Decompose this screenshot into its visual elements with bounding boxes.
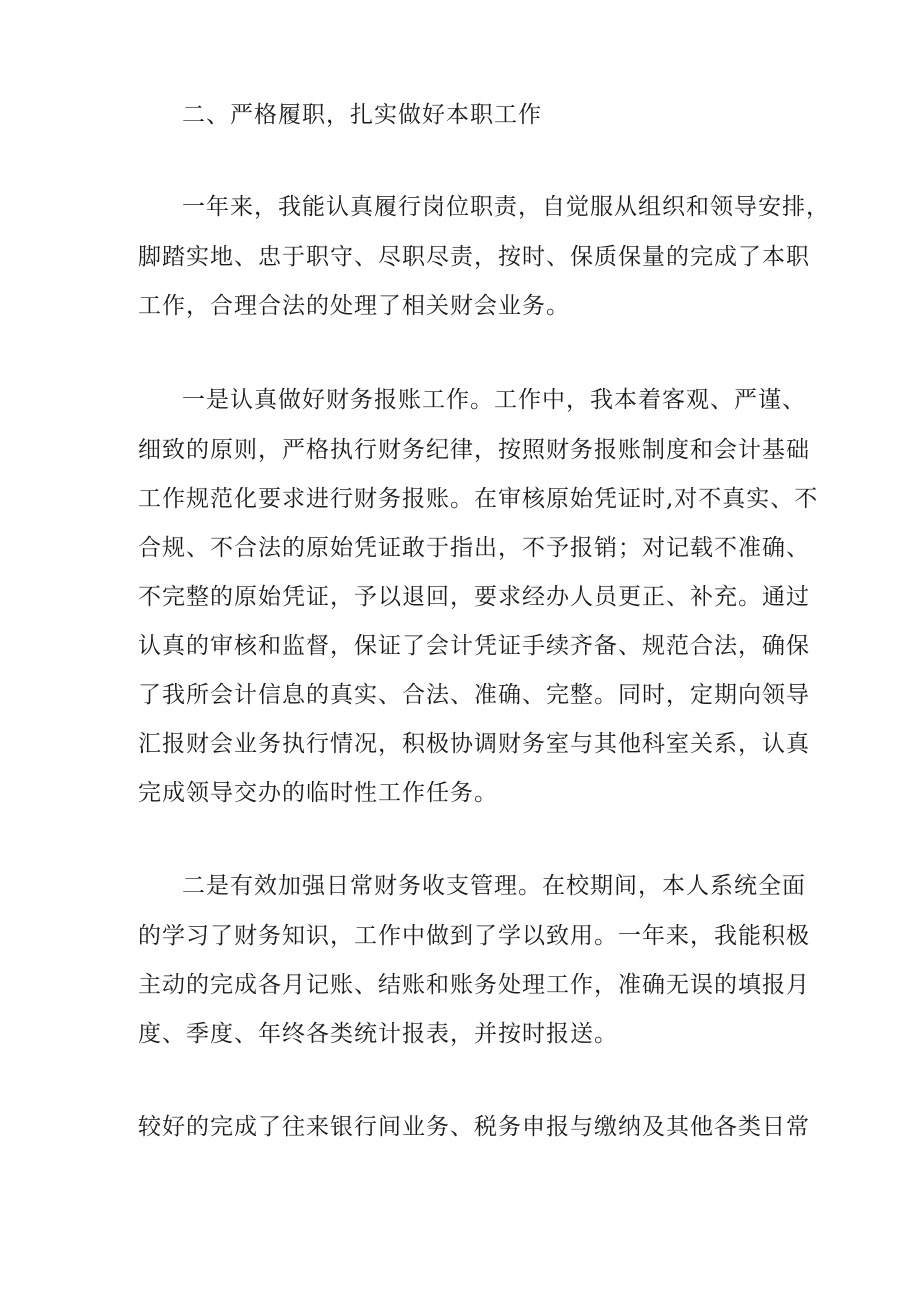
- paragraph-line: 一是认真做好财务报账工作。工作中，我本着客观、严谨、: [182, 387, 806, 413]
- paragraph-line: 较好的完成了往来银行间业务、税务申报与缴纳及其他各类日常: [138, 1114, 810, 1140]
- paragraph-line: 完成领导交办的临时性工作任务。: [138, 780, 498, 806]
- paragraph-line: 脚踏实地、忠于职守、尽职尽责，按时、保质保量的完成了本职: [138, 244, 810, 270]
- paragraph-line: 认真的审核和监督，保证了会计凭证手续齐备、规范合法，确保: [138, 633, 810, 659]
- paragraph-line: 的学习了财务知识，工作中做到了学以致用。一年来，我能积极: [138, 923, 810, 949]
- paragraph-line: 二是有效加强日常财务收支管理。在校期间，本人系统全面: [182, 873, 806, 899]
- paragraph-line: 工作，合理合法的处理了相关财会业务。: [138, 293, 570, 319]
- paragraph-line: 度、季度、年终各类统计报表，并按时报送。: [138, 1021, 618, 1047]
- paragraph-line: 了我所会计信息的真实、合法、准确、完整。同时，定期向领导: [138, 682, 810, 708]
- paragraph-line: 合规、不合法的原始凭证敢于指出，不予报销；对记载不准确、: [138, 535, 810, 561]
- paragraph-line: 细致的原则，严格执行财务纪律，按照财务报账制度和会计基础: [138, 437, 810, 463]
- paragraph-line: 汇报财会业务执行情况，积极协调财务室与其他科室关系，认真: [138, 731, 810, 757]
- section-heading: 二、严格履职，扎实做好本职工作: [182, 102, 542, 128]
- paragraph-line: 工作规范化要求进行财务报账。在审核原始凭证时,对不真实、不: [138, 486, 819, 512]
- paragraph-line: 一年来，我能认真履行岗位职责，自觉服从组织和领导安排，: [182, 194, 830, 220]
- paragraph-line: 不完整的原始凭证，予以退回，要求经办人员更正、补充。通过: [138, 584, 810, 610]
- paragraph-line: 主动的完成各月记账、结账和账务处理工作，准确无误的填报月: [138, 972, 810, 998]
